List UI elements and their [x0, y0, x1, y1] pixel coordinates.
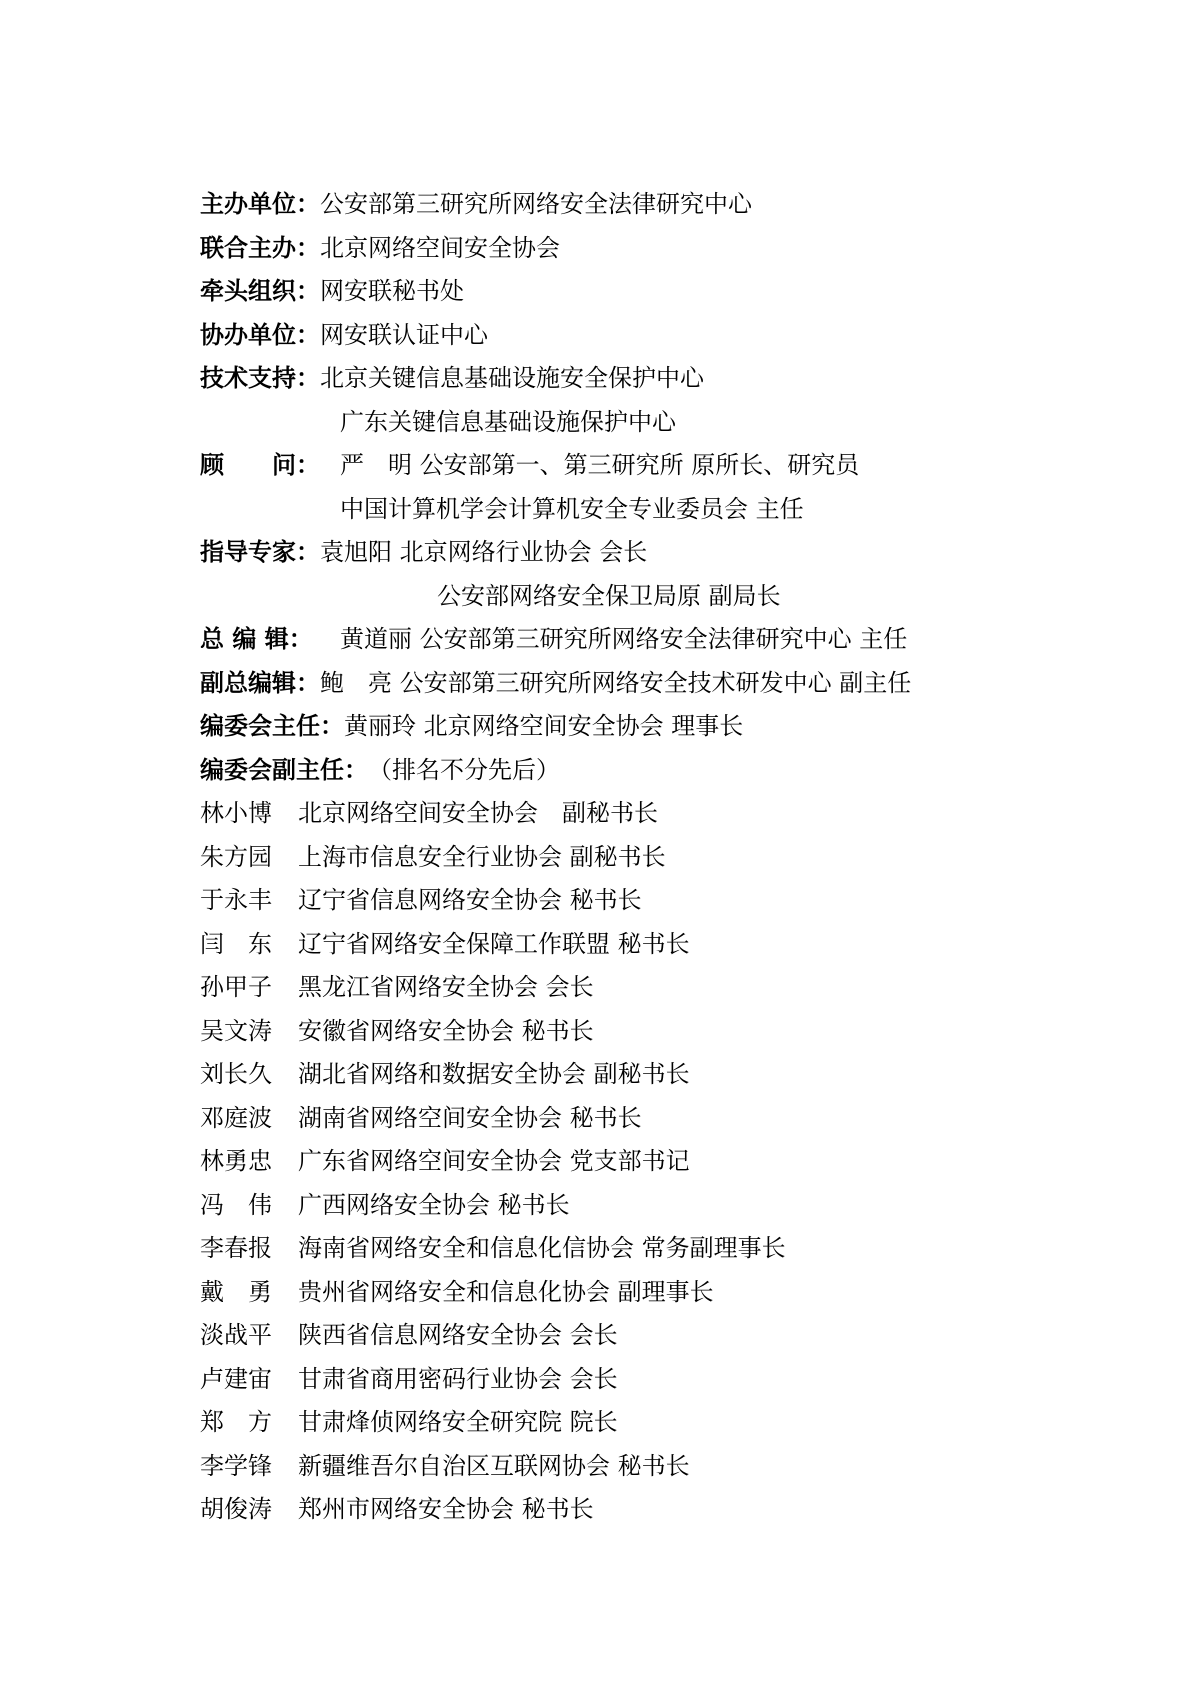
co-host-row	[200, 227, 1100, 271]
deputy-name: 邓庭波	[200, 1103, 272, 1132]
deputy-editor-label: 副总编辑：	[200, 668, 320, 697]
deputy-name: 闫 东	[200, 929, 272, 958]
lead-label: 牵头组织：	[200, 277, 320, 305]
deputy-role: 甘肃省商用密码行业协会 会长	[298, 1364, 618, 1393]
deputy-role: 北京网络空间安全协会 副秘书长	[298, 799, 658, 827]
list-item	[200, 1097, 1100, 1141]
assist-label: 协办单位：	[200, 320, 320, 349]
deputy-name: 林小博	[200, 799, 272, 827]
deputy-editor-value: 鲍 亮 公安部第三研究所网络安全技术研发中心 副主任	[320, 668, 912, 697]
deputy-role: 新疆维吾尔自治区互联网协会 秘书长	[298, 1451, 690, 1480]
assist-row	[200, 314, 1100, 358]
list-item	[200, 1010, 1100, 1054]
deputy-role: 辽宁省网络安全保障工作联盟 秘书长	[298, 929, 690, 958]
expert-row-2	[200, 575, 1100, 619]
deputy-name: 李学锋	[200, 1451, 272, 1480]
deputy-name: 朱方园	[200, 842, 272, 871]
tech-support-label: 技术支持：	[200, 364, 320, 392]
lead-row	[200, 270, 1100, 314]
advisor-value-1: 严 明 公安部第一、第三研究所 原所长、研究员	[340, 451, 860, 479]
credits-block	[200, 183, 1100, 1532]
advisor-label: 顾 问：	[200, 451, 320, 479]
deputy-name: 吴文涛	[200, 1016, 272, 1045]
list-item	[200, 1140, 1100, 1184]
advisor-row	[200, 444, 1100, 488]
deputy-role: 湖北省网络和数据安全协会 副秘书长	[298, 1060, 690, 1088]
committee-director-label: 编委会主任：	[200, 712, 344, 740]
committee-director-row	[200, 705, 1100, 749]
list-item	[200, 1445, 1100, 1489]
list-item	[200, 1184, 1100, 1228]
deputy-name: 郑 方	[200, 1408, 272, 1436]
deputy-role: 陕西省信息网络安全协会 会长	[298, 1321, 618, 1349]
deputy-name: 胡俊涛	[200, 1495, 272, 1523]
committee-director-value: 黄丽玲 北京网络空间安全协会 理事长	[344, 712, 744, 740]
co-host-value: 北京网络空间安全协会	[320, 233, 560, 262]
list-item	[200, 792, 1100, 836]
deputy-list	[200, 792, 1100, 1532]
list-item	[200, 1227, 1100, 1271]
chief-editor-row	[200, 618, 1100, 662]
host-row	[200, 183, 1100, 227]
committee-deputy-value: （排名不分先后）	[368, 755, 560, 784]
deputy-editor-row	[200, 662, 1100, 706]
deputy-role: 郑州市网络安全协会 秘书长	[298, 1495, 594, 1523]
deputy-name: 李春报	[200, 1234, 272, 1262]
deputy-role: 湖南省网络空间安全协会 秘书长	[298, 1103, 642, 1132]
deputy-role: 贵州省网络安全和信息化协会 副理事长	[298, 1277, 714, 1306]
deputy-name: 卢建宙	[200, 1364, 272, 1393]
tech-support-row	[200, 357, 1100, 401]
committee-deputy-row	[200, 749, 1100, 793]
list-item	[200, 1053, 1100, 1097]
deputy-role: 海南省网络安全和信息化信协会 常务副理事长	[298, 1234, 786, 1262]
list-item	[200, 1271, 1100, 1315]
deputy-role: 辽宁省信息网络安全协会 秘书长	[298, 886, 642, 914]
deputy-role: 安徽省网络安全协会 秘书长	[298, 1016, 594, 1045]
deputy-role: 上海市信息安全行业协会 副秘书长	[298, 842, 666, 871]
list-item	[200, 1358, 1100, 1402]
tech-support-value-1: 北京关键信息基础设施安全保护中心	[320, 364, 704, 392]
deputy-name: 冯 伟	[200, 1190, 272, 1219]
deputy-name: 淡战平	[200, 1321, 272, 1349]
host-label: 主办单位：	[200, 190, 320, 218]
deputy-role: 黑龙江省网络安全协会 会长	[298, 973, 594, 1001]
expert-value-2: 公安部网络安全保卫局原 副局长	[437, 581, 781, 610]
deputy-name: 孙甲子	[200, 973, 272, 1001]
tech-support-row-2	[200, 401, 1100, 445]
host-value: 公安部第三研究所网络安全法律研究中心	[320, 190, 752, 218]
deputy-name: 林勇忠	[200, 1147, 272, 1175]
list-item	[200, 966, 1100, 1010]
list-item	[200, 836, 1100, 880]
list-item	[200, 923, 1100, 967]
co-host-label: 联合主办：	[200, 233, 320, 262]
deputy-role: 广西网络安全协会 秘书长	[298, 1190, 570, 1219]
expert-label: 指导专家：	[200, 538, 320, 566]
deputy-name: 刘长久	[200, 1060, 272, 1088]
expert-value-1: 袁旭阳 北京网络行业协会 会长	[320, 538, 648, 566]
deputy-role: 甘肃烽侦网络安全研究院 院长	[298, 1408, 618, 1436]
chief-editor-label: 总 编 辑：	[200, 625, 313, 653]
expert-row	[200, 531, 1100, 575]
deputy-name: 戴 勇	[200, 1277, 272, 1306]
advisor-row-2	[200, 488, 1100, 532]
list-item	[200, 879, 1100, 923]
lead-value: 网安联秘书处	[320, 277, 464, 305]
tech-support-value-2: 广东关键信息基础设施保护中心	[340, 407, 676, 436]
deputy-name: 于永丰	[200, 886, 272, 914]
deputy-role: 广东省网络空间安全协会 党支部书记	[298, 1147, 690, 1175]
list-item	[200, 1314, 1100, 1358]
chief-editor-value: 黄道丽 公安部第三研究所网络安全法律研究中心 主任	[340, 625, 908, 653]
advisor-value-2: 中国计算机学会计算机安全专业委员会 主任	[340, 494, 804, 523]
list-item	[200, 1401, 1100, 1445]
committee-deputy-label: 编委会副主任：	[200, 755, 368, 784]
list-item	[200, 1488, 1100, 1532]
assist-value: 网安联认证中心	[320, 320, 488, 349]
